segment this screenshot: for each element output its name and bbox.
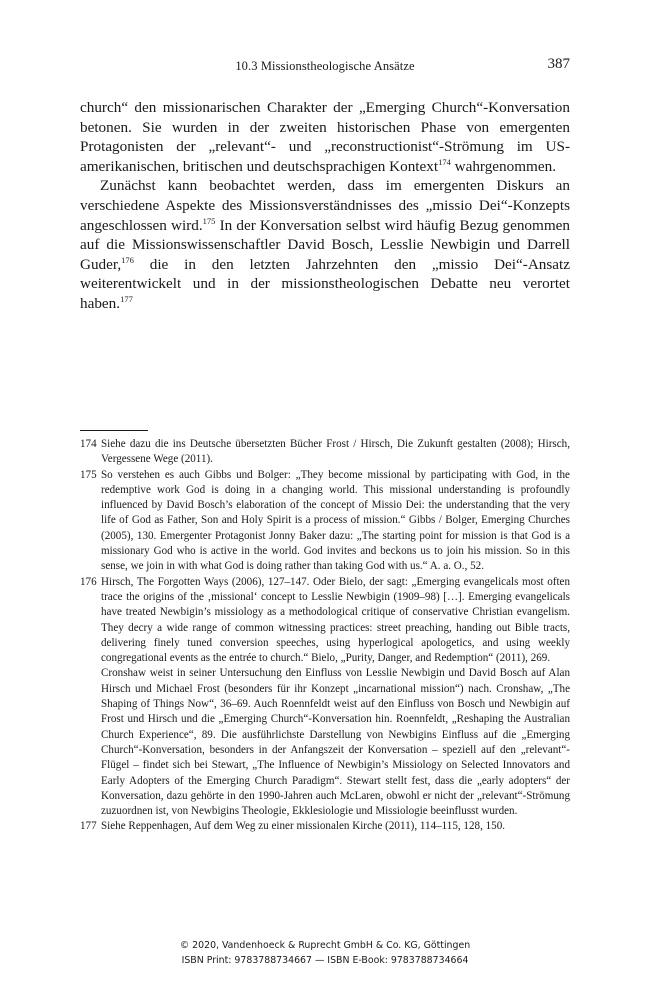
footnote-continuation: Cronshaw weist in seiner Untersuchung den Einfluss von Lesslie Newbigin und David Bosch auf Alan Hirsch und Michael Frost (besonders für ihr Konzept „incarnational mission“) nach. Cronshaw, „The Shaping of Things Now“, 36–69. Auch Roennfeldt weist auf den Einfluss von Bosch und Newbigin auf Frost und Hirsch und die „Emerging Church“-Konversation hin. Roennfeldt, „Reshaping the Australian Church Experience“, 89. Die ausführlichste Darstellung von Newbigins Einfluss auf die „Emerging Church“-Konversation, besonders in der Anfangszeit der Konversation – speziell auf den „relevant“-Flügel – findet sich bei Stewart, „The Influence of Newbigin’s Missiology on Selected Innovators and Early Adopters of the Emerging Church Paradigm“. Stewart stellt fest, dass die „early adopters“ der Konversation, dazu gehörte in den 1990-Jahren auch McLaren, obwohl er nicht der „relevant“-Strömung zuzuordnen ist, von Newbigins Theologie, Ekklesiologie und Missiologie beeinflusst wurden. [101,667,570,818]
footnote-number: 175 [80,468,97,481]
paragraph-2 [80,176,570,313]
paragraph-2-part-b: In der Konversation selbst wird häufig Bezug genommen auf die Missionswissenschaftler David Bosch, Lesslie Newbigin und Darrell Guder, [80,216,570,273]
paragraph-1 [80,98,570,176]
page-number: 387 [547,56,570,72]
footnote-ref-176: 176 [121,254,134,265]
footnote-174 [80,437,570,468]
footnote-text: Siehe Reppenhagen, Auf dem Weg zu einer missionalen Kirche (2011), 114–115, 128, 150. [101,820,506,833]
footnote-number: 177 [80,820,97,833]
footnote-ref-175: 175 [202,215,216,226]
paragraph-1-tail: wahrgenommen. [450,157,556,175]
footnote-176 [80,575,570,820]
footnote-text: Hirsch, The Forgotten Ways (2006), 127–147. Oder Bielo, der sagt: „Emerging evangelicals most often trace the origins of the ‚missional‘ concept to Lesslie Newbigin (1909–98) […]. Emerging evangelicals have treated Newbigin’s missiology as a methodological critique of conservative Christian evangelism. They decry a wide range of common witnessing practices: street preaching, handing out Bible tracts, delivering finely tuned conversion speeches, using hyperlogical apologetics, and using weekly congregational events as the entrée to church.“ Bielo, „Purity, Danger, and Redemption“ (2011), 269. [101,575,570,665]
footnote-divider [80,430,148,431]
footnote-number: 174 [80,438,97,450]
section-title: 10.3 Missionstheologische Ansätze [235,59,415,73]
footnotes [80,437,570,835]
footnote-text: Siehe dazu die ins Deutsche übersetzten Bücher Frost / Hirsch, Die Zukunft gestalten (2008); Hirsch, Vergessene Wege (2011). [101,438,570,466]
footnote-number: 176 [80,575,97,588]
running-head [80,56,570,78]
paragraph-2-part-c: die in den letzten Jahrzehnten den „missio Dei“-Ansatz weiterentwickelt und in der missionstheologischen Debatte neu verortet haben. [80,255,570,312]
isbn-line: ISBN Print: 9783788734667 — ISBN E-Book: 9783788734664 [181,955,469,966]
footnote-text: So verstehen es auch Gibbs und Bolger: „They become missional by participating with God, in the redemptive work God is doing in a changing world. This missional understanding is profoundly influenced by David Bosch’s elaboration of the concept of Missio Dei: the understanding that the very life of God as Father, Son and Holy Spirit is a process of mission.“ Gibbs / Bolger, Emerging Churches (2005), 130. Emergenter Protagonist Jonny Baker dazu: „The starting point for mission is that God is a missionary God who is active in the world. God invites and beckons us to join his mission. So in this sense, we join in with what God is doing rather than taking God with us.“ A. a. O., 52. [101,468,570,573]
footnote-ref-177: 177 [120,293,133,304]
paragraph-1-text: church“ den missionarischen Charakter der „Emerging Church“-Konversation betonen. Sie wurden in der zweiten historischen Phase von emergenten Protagonisten der „relevant“- und „reconstructionist“-Strömung im US-amerikanischen, britischen und deutschsprachigen Kontext [80,99,570,175]
main-text [80,98,570,314]
copyright-line: © 2020, Vandenhoeck & Ruprecht GmbH & Co. KG, Göttingen [179,940,471,951]
footnote-ref-174: 174 [438,156,451,167]
paragraph-2-part-a: Zunächst kann beobachtet werden, dass im emergenten Diskurs an verschiedene Aspekte des Missionsverständnisses des „missio Dei“-Konzepts angeschlossen wird. [80,177,570,234]
copyright-footer [0,938,650,968]
footnote-175 [80,468,570,575]
footnote-177 [80,819,570,834]
